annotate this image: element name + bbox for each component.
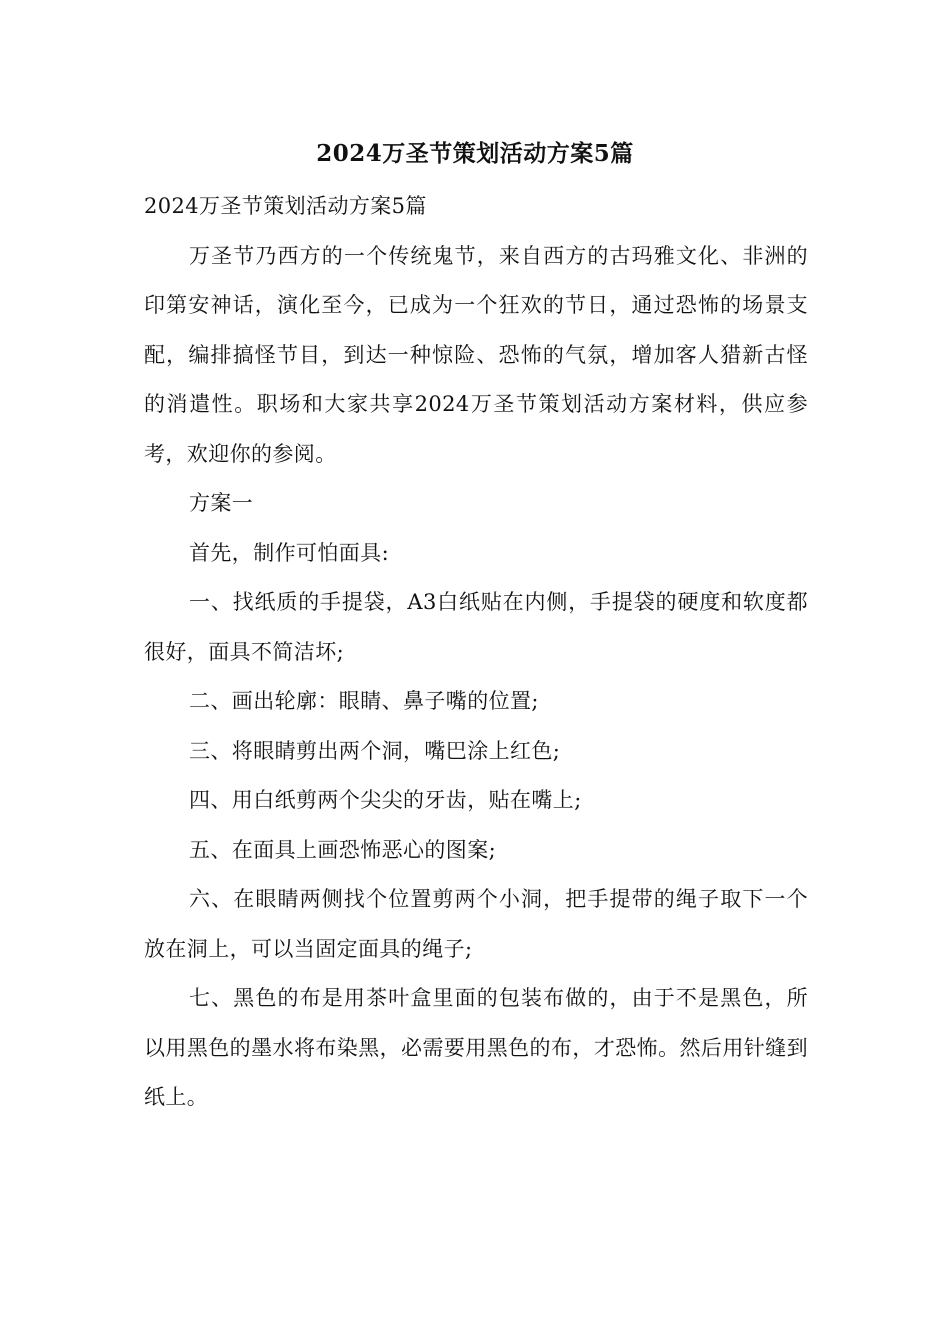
section-heading: 方案一 xyxy=(189,491,254,515)
document-subtitle: 2024万圣节策划活动方案5篇 xyxy=(144,194,427,218)
step-item: 七、黑色的布是用茶叶盒里面的包装布做的，由于不是黑色，所以用黑色的墨水将布染黑，必需要用黑色的布，才恐怖。然后用针缝到纸上。 xyxy=(144,986,808,1109)
step-item: 一、找纸质的手提袋，A3白纸贴在内侧，手提袋的硬度和软度都很好，面具不简洁坏; xyxy=(144,590,808,664)
step-item: 五、在面具上画恐怖恶心的图案; xyxy=(189,837,497,862)
step-item: 六、在眼睛两侧找个位置剪两个小洞，把手提带的绳子取下一个放在洞上，可以当固定面具的绳子; xyxy=(144,887,808,961)
document-title: 2024万圣节策划活动方案5篇 xyxy=(316,140,634,167)
intro-paragraph: 万圣节乃西方的一个传统鬼节，来自西方的古玛雅文化、非洲的印第安神话，演化至今，已成为一个狂欢的节日，通过恐怖的场景支配，编排搞怪节目，到达一种惊险、恐怖的气氛，增加客人猎新古怪 的消遣性。职场和大家共享2024万圣节策划活动方案材料，供应参考，欢迎你的参阅。 xyxy=(144,243,851,466)
step-item: 四、用白纸剪两个尖尖的牙齿，贴在嘴上; xyxy=(189,788,582,812)
document-body xyxy=(144,182,851,1123)
step-item: 三、将眼睛剪出两个洞，嘴巴涂上红色; xyxy=(189,738,561,763)
step-intro: 首先，制作可怕面具: xyxy=(189,540,390,565)
step-item: 二、画出轮廓：眼睛、鼻子嘴的位置; xyxy=(189,689,539,713)
